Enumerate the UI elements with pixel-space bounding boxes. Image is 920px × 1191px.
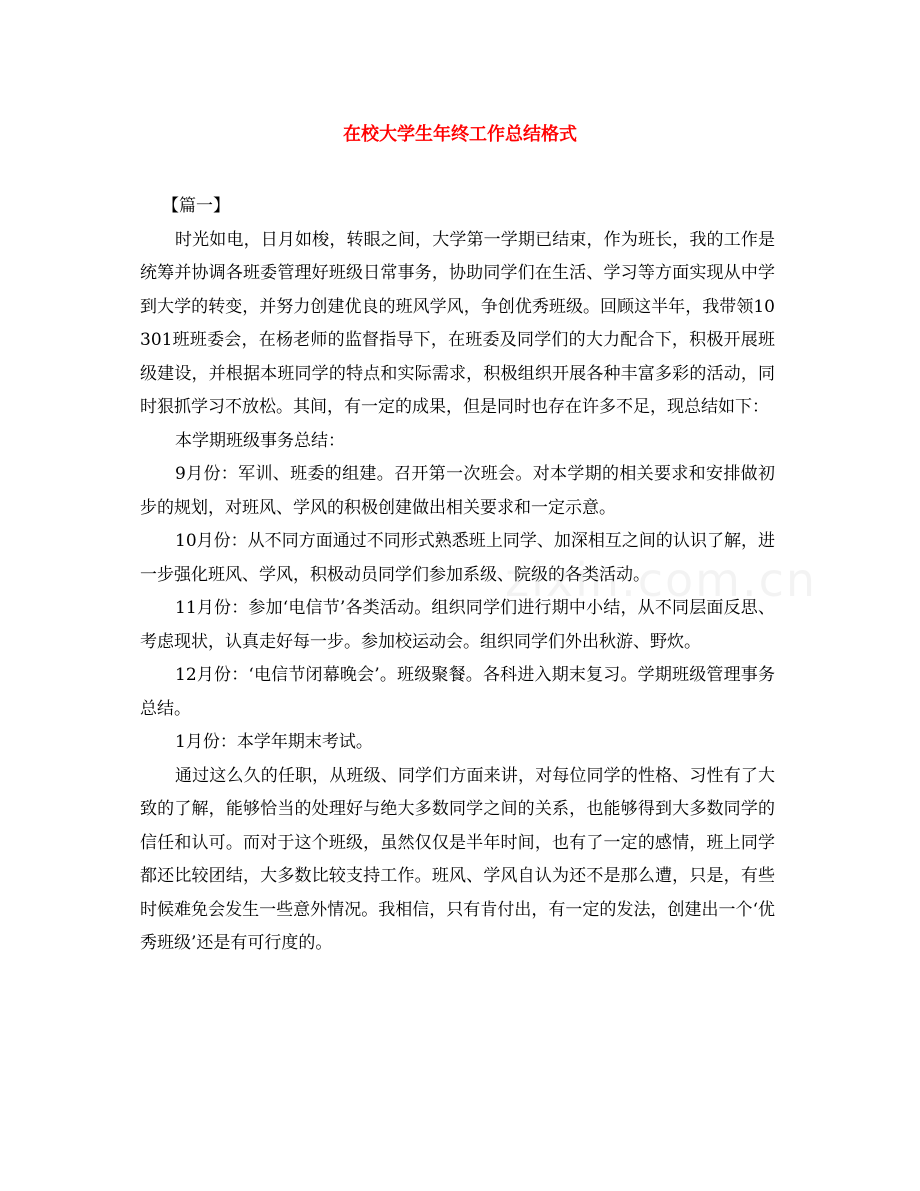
paragraph-september: 9月份：军训、班委的组建。召开第一次班会。对本学期的相关要求和安排做初步的规划，对班风、学风的积极创建做出相关要求和一定示意。	[140, 464, 775, 518]
paragraph-january: 1月份：本学年期末考试。	[175, 732, 373, 752]
paragraph-november: 11月份：参加‘电信节’各类活动。组织同学们进行期中小结，从不同层面反思、考虑现状，认真走好每一步。参加校运动会。组织同学们外出秋游、野炊。	[140, 598, 775, 652]
document-body	[140, 190, 775, 961]
paragraph-intro: 时光如电，日月如梭，转眼之间，大学第一学期已结束，作为班长，我的工作是统筹并协调各班委管理好班级日常事务，协助同学们在生活、学习等方面实现从中学到大学的转变，并努力创建优良的班风学风，争创优秀班级。回顾这半年，我带领10301班班委会，在杨老师的监督指导下，在班委及同学们的大力配合下，积极开展班级建设，并根据本班同学的特点和实际需求，积极组织开展各种丰富多彩的活动，同时狠抓学习不放松。其间，有一定的成果，但是同时也存在许多不足，现总结如下：	[140, 229, 775, 417]
document-title: 在校大学生年终工作总结格式	[343, 124, 577, 145]
paragraph-summary-heading: 本学期班级事务总结：	[175, 430, 345, 451]
paragraph-december: 12月份：‘电信节闭幕晚会’。班级聚餐。各科进入期末复习。学期班级管理事务总结。	[140, 665, 775, 719]
paragraph-october: 10月份：从不同方面通过不同形式熟悉班上同学、加深相互之间的认识了解，进一步强化班风、学风，积极动员同学们参加系级、院级的各类活动。	[140, 531, 775, 585]
paragraph-reflection: 通过这么久的任职，从班级、同学们方面来讲，对每位同学的性格、习性有了大致的了解，能够恰当的处理好与绝大多数同学之间的关系，也能够得到大多数同学的信任和认可。而对于这个班级，虽然仅仅是半年时间，也有了一定的感情，班上同学都还比较团结，大多数比较支持工作。班风、学风自认为还不是那么遭，只是，有些时候难免会发生一些意外情况。我相信，只有肯付出，有一定的发法，创建出一个‘优秀班级’还是有可行度的。	[140, 765, 775, 953]
section-label: 【篇一】	[162, 196, 230, 216]
